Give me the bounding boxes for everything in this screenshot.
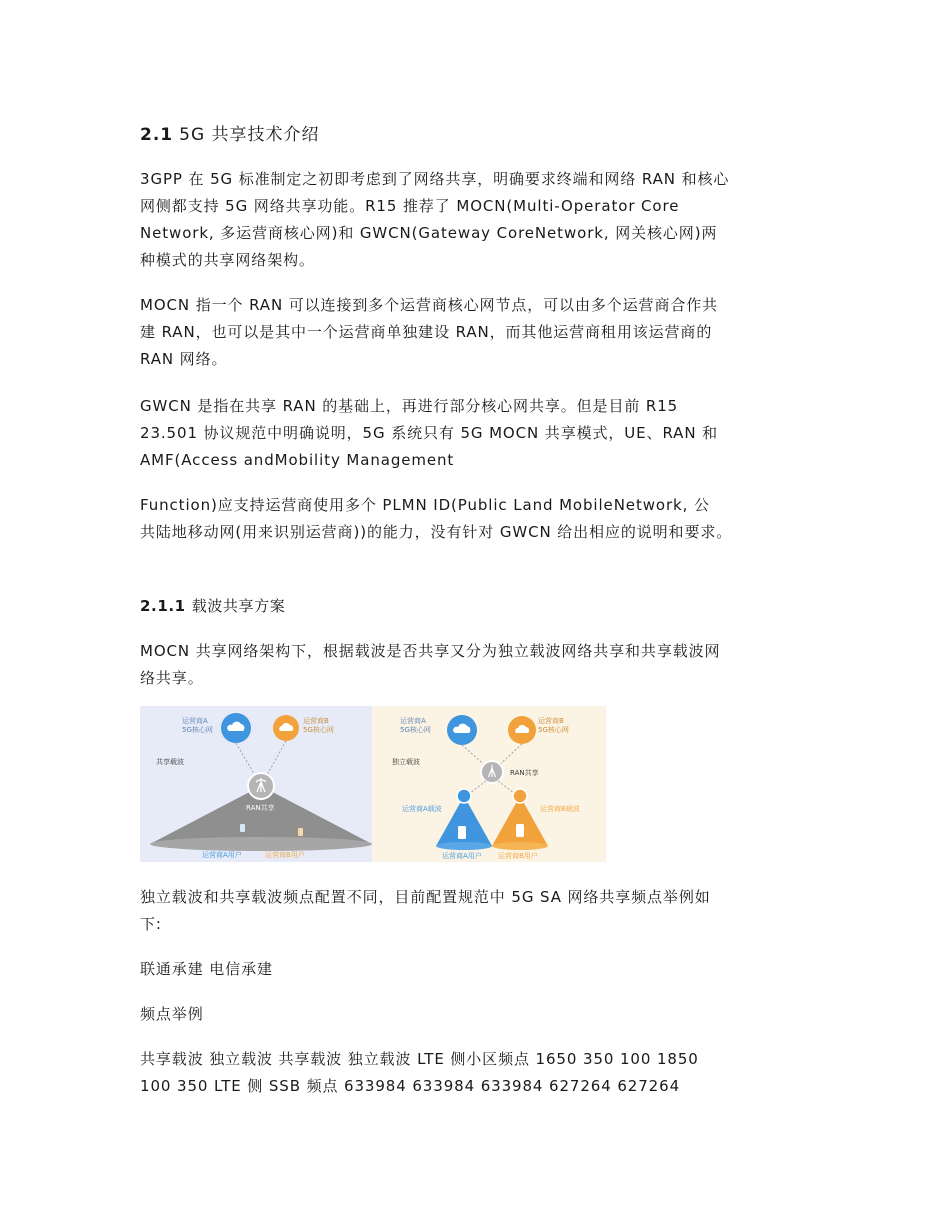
- frequency-table-text: [140, 1046, 812, 1100]
- text-line: 联通承建 电信承建: [140, 960, 273, 978]
- section-title: 5G 共享技术介绍: [179, 125, 320, 145]
- subsection-number: 2.1.1: [140, 597, 186, 615]
- text-line: Network, 多运营商核心网)和 GWCN(Gateway CoreNetwork, 网关核心网)两: [140, 224, 718, 242]
- phone-icon: [298, 828, 303, 836]
- phone-icon: [240, 824, 245, 832]
- text-line: 23.501 协议规范中明确说明，5G 系统只有 5G MOCN 共享模式，UE、RAN 和: [140, 424, 719, 442]
- text-line: 共陆地移动网(用来识别运营商))的能力，没有针对 GWCN 给出相应的说明和要求。: [140, 523, 733, 541]
- coverage-base: [150, 837, 372, 851]
- left-core-b-label-2: 5G核心网: [303, 726, 334, 734]
- left-user-b-label: 运营商B用户: [265, 851, 305, 859]
- text-line: 频点举例: [140, 1005, 204, 1023]
- phone-icon: [458, 826, 466, 839]
- right-mode-label: 独立载波: [392, 758, 420, 766]
- paragraph-function: [140, 492, 812, 546]
- cell-b-icon: [513, 789, 527, 803]
- text-line: 3GPP 在 5G 标准制定之初即考虑到了网络共享，明确要求终端和网络 RAN 和核心: [140, 170, 730, 188]
- carrier-a-base: [436, 842, 492, 850]
- text-line: 建 RAN，也可以是其中一个运营商单独建设 RAN，而其他运营商租用该运营商的: [140, 323, 713, 341]
- right-ran-label: RAN共享: [510, 769, 539, 777]
- operators-line: [140, 956, 812, 983]
- left-user-a-label: 运营商A用户: [202, 851, 242, 859]
- right-core-a-label-1: 运营商A: [400, 717, 426, 725]
- paragraph-carrier-intro: [140, 638, 812, 692]
- cell-a-icon: [457, 789, 471, 803]
- right-user-a-label: 运营商A用户: [442, 852, 482, 860]
- text-line: 网侧都支持 5G 网络共享功能。R15 推荐了 MOCN(Multi-Operator Core: [140, 197, 680, 215]
- section-heading-2-1-1: [140, 595, 812, 616]
- right-cell-a-label: 运营商A载波: [402, 805, 442, 813]
- right-user-b-label: 运营商B用户: [498, 852, 538, 860]
- text-line: 共享载波 独立载波 共享载波 独立载波 LTE 侧小区频点 1650 350 100 1850: [140, 1050, 699, 1068]
- paragraph-intro: [140, 166, 812, 274]
- left-ran-label: RAN共享: [246, 804, 275, 812]
- paragraph-mocn: [140, 292, 812, 373]
- section-number: 2.1: [140, 125, 174, 145]
- text-line: MOCN 指一个 RAN 可以连接到多个运营商核心网节点，可以由多个运营商合作共: [140, 296, 719, 314]
- phone-icon: [516, 824, 524, 837]
- left-mode-label: 共享载波: [156, 758, 184, 766]
- text-line: 独立载波和共享载波频点配置不同，目前配置规范中 5G SA 网络共享频点举例如: [140, 888, 711, 906]
- text-line: 种模式的共享网络架构。: [140, 251, 315, 269]
- right-core-a-label-2: 5G核心网: [400, 726, 431, 734]
- left-core-a-label-1: 运营商A: [182, 717, 208, 725]
- text-line: Function)应支持运营商使用多个 PLMN ID(Public Land MobileNetwork, 公: [140, 496, 710, 514]
- subsection-title: 载波共享方案: [191, 597, 286, 615]
- text-line: 100 350 LTE 侧 SSB 频点 633984 633984 633984 627264 627264: [140, 1077, 681, 1095]
- paragraph-frequency-config: [140, 884, 812, 938]
- carrier-sharing-diagram: [140, 706, 606, 862]
- text-line: 下:: [140, 915, 162, 933]
- right-core-b-label-2: 5G核心网: [538, 726, 569, 734]
- section-heading-2-1: [140, 120, 812, 145]
- text-line: MOCN 共享网络架构下，根据载波是否共享又分为独立载波网络共享和共享载波网: [140, 642, 721, 660]
- text-line: AMF(Access andMobility Management: [140, 451, 455, 469]
- right-core-b-label-1: 运营商B: [538, 717, 564, 725]
- paragraph-gwcn: [140, 393, 812, 474]
- example-line: [140, 1001, 812, 1028]
- text-line: GWCN 是指在共享 RAN 的基础上，再进行部分核心网共享。但是目前 R15: [140, 397, 679, 415]
- left-core-a-label-2: 5G核心网: [182, 726, 213, 734]
- text-line: 络共享。: [140, 669, 204, 687]
- right-cell-b-label: 运营商B载波: [540, 805, 580, 813]
- carrier-b-base: [492, 842, 548, 850]
- carrier-sharing-figure: [140, 706, 606, 862]
- left-core-b-label-1: 运营商B: [303, 717, 329, 725]
- text-line: RAN 网络。: [140, 350, 228, 368]
